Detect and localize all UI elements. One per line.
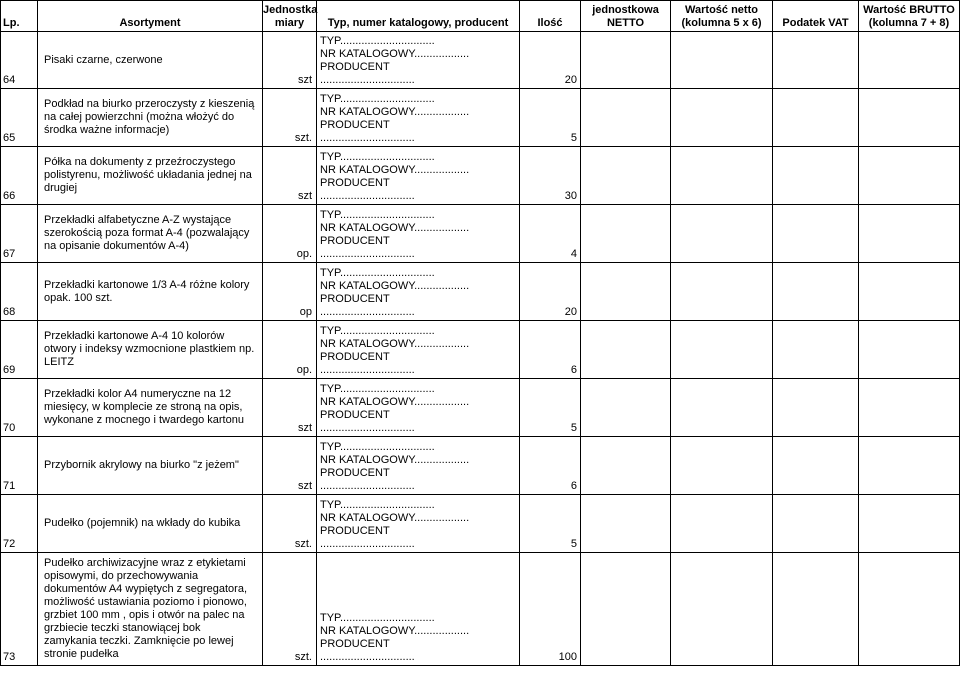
unit-of-measure: szt. [263,553,317,666]
unit-price-cell[interactable] [581,553,671,666]
dotted-line: ............................... [320,651,415,663]
vat-cell[interactable] [773,205,859,263]
vat-cell[interactable] [773,379,859,437]
unit-price-cell[interactable] [581,495,671,553]
col-header-ilosc: Ilość [520,1,581,32]
net-value-cell[interactable] [671,205,773,263]
type-catalog-producer-cell[interactable] [317,437,520,495]
quantity: 30 [520,147,581,205]
item-description: Przybornik akrylowy na biurko "z jeżem" [38,437,263,495]
gross-value-cell[interactable] [859,89,960,147]
table-row [1,321,960,379]
producer-line: PRODUCENT [320,177,390,189]
catalog-number-line: NR KATALOGOWY.................. [320,106,470,118]
dotted-line: ............................... [320,306,415,318]
item-description: Przekładki kartonowe A-4 10 kolorów otwory i indeksy wzmocnione plastkiem np. LEITZ [38,321,263,379]
unit-price-cell[interactable] [581,147,671,205]
net-value-cell[interactable] [671,321,773,379]
col-header-typ: Typ, numer katalogowy, producent [317,1,520,32]
unit-price-cell[interactable] [581,263,671,321]
dotted-line: ............................... [320,74,415,86]
quantity: 5 [520,495,581,553]
type-catalog-producer-cell[interactable] [317,205,520,263]
catalog-number-line: NR KATALOGOWY.................. [320,625,470,637]
row-number: 71 [1,437,38,495]
catalog-number-line: NR KATALOGOWY.................. [320,512,470,524]
type-catalog-producer-cell[interactable] [317,553,520,666]
col-header-cena: jednostkowa NETTO [581,1,671,32]
typ-line: TYP............................... [320,35,435,47]
catalog-number-line: NR KATALOGOWY.................. [320,454,470,466]
type-catalog-producer-cell[interactable] [317,32,520,89]
net-value-cell[interactable] [671,495,773,553]
dotted-line: ............................... [320,538,415,550]
col-header-brutto: Wartość BRUTTO (kolumna 7 + 8) [859,1,960,32]
col-header-jednostka: Jednostka miary [263,1,317,32]
unit-of-measure: szt. [263,495,317,553]
table-row [1,205,960,263]
typ-line: TYP............................... [320,383,435,395]
unit-of-measure: op. [263,321,317,379]
catalog-number-line: NR KATALOGOWY.................. [320,396,470,408]
col-header-asortyment: Asortyment [38,1,263,32]
producer-line: PRODUCENT [320,638,390,650]
typ-line: TYP............................... [320,441,435,453]
unit-price-cell[interactable] [581,379,671,437]
type-catalog-producer-cell[interactable] [317,495,520,553]
row-number: 68 [1,263,38,321]
net-value-cell[interactable] [671,379,773,437]
col-header-lp: Lp. [1,1,38,32]
unit-of-measure: szt [263,147,317,205]
unit-of-measure: szt [263,379,317,437]
table-row [1,147,960,205]
typ-line: TYP............................... [320,612,435,624]
catalog-number-line: NR KATALOGOWY.................. [320,280,470,292]
gross-value-cell[interactable] [859,379,960,437]
type-catalog-producer-cell[interactable] [317,379,520,437]
typ-line: TYP............................... [320,267,435,279]
catalog-number-line: NR KATALOGOWY.................. [320,48,470,60]
producer-line: PRODUCENT [320,61,390,73]
vat-cell[interactable] [773,495,859,553]
unit-price-cell[interactable] [581,89,671,147]
gross-value-cell[interactable] [859,553,960,666]
producer-line: PRODUCENT [320,235,390,247]
row-number: 72 [1,495,38,553]
row-number: 65 [1,89,38,147]
catalog-number-line: NR KATALOGOWY.................. [320,164,470,176]
quantity: 20 [520,263,581,321]
quantity: 4 [520,205,581,263]
row-number: 64 [1,32,38,89]
table-row [1,263,960,321]
gross-value-cell[interactable] [859,263,960,321]
unit-of-measure: szt [263,437,317,495]
item-description: Półka na dokumenty z przeźroczystego polistyrenu, możliwość układania jednej na drugiej [38,147,263,205]
catalog-number-line: NR KATALOGOWY.................. [320,222,470,234]
item-description: Pudełko archiwizacyjne wraz z etykietami opisowymi, do przechowywania dokumentów A4 wypiętych z segregatora, możliwość ustawiania poziomo i pionowo, grzbiet 100 mm , opis i otwór na palec na grzbiecie teczki stanowiącej bok zamykania teczki. Zamknięcie po lewej stronie pudełka [38,553,263,666]
producer-line: PRODUCENT [320,525,390,537]
net-value-cell[interactable] [671,553,773,666]
typ-line: TYP............................... [320,93,435,105]
catalog-number-line: NR KATALOGOWY.................. [320,338,470,350]
typ-line: TYP............................... [320,325,435,337]
typ-line: TYP............................... [320,499,435,511]
vat-cell[interactable] [773,89,859,147]
typ-line: TYP............................... [320,151,435,163]
type-catalog-producer-cell[interactable] [317,147,520,205]
unit-price-cell[interactable] [581,437,671,495]
producer-line: PRODUCENT [320,119,390,131]
gross-value-cell[interactable] [859,205,960,263]
quantity: 100 [520,553,581,666]
item-description: Przekładki alfabetyczne A-Z wystające szerokością poza format A-4 (pozwalający na opisanie dokumentów A-4) [38,205,263,263]
table-row [1,495,960,553]
dotted-line: ............................... [320,422,415,434]
item-description: Podkład na biurko przeroczysty z kieszenią na całej powierzchni (można włożyć do środka ważne informacje) [38,89,263,147]
table-row [1,553,960,666]
vat-cell[interactable] [773,32,859,89]
quantity: 5 [520,89,581,147]
row-number: 69 [1,321,38,379]
header-row [1,1,960,32]
producer-line: PRODUCENT [320,351,390,363]
dotted-line: ............................... [320,364,415,376]
dotted-line: ............................... [320,480,415,492]
table-row [1,379,960,437]
unit-of-measure: szt. [263,89,317,147]
gross-value-cell[interactable] [859,147,960,205]
producer-line: PRODUCENT [320,293,390,305]
dotted-line: ............................... [320,190,415,202]
item-description: Pudełko (pojemnik) na wkłady do kubika [38,495,263,553]
quantity: 6 [520,321,581,379]
producer-line: PRODUCENT [320,467,390,479]
gross-value-cell[interactable] [859,32,960,89]
item-description: Przekładki kartonowe 1/3 A-4 różne kolory opak. 100 szt. [38,263,263,321]
type-catalog-producer-cell[interactable] [317,89,520,147]
row-number: 70 [1,379,38,437]
col-header-vat: Podatek VAT [773,1,859,32]
col-header-netto: Wartość netto (kolumna 5 x 6) [671,1,773,32]
unit-price-cell[interactable] [581,321,671,379]
unit-of-measure: op. [263,205,317,263]
gross-value-cell[interactable] [859,437,960,495]
item-description: Przekładki kolor A4 numeryczne na 12 miesięcy, w komplecie ze stroną na opis, wykonane z mocnego i twardego kartonu [38,379,263,437]
gross-value-cell[interactable] [859,495,960,553]
unit-price-cell[interactable] [581,205,671,263]
quantity: 6 [520,437,581,495]
table-row [1,89,960,147]
unit-of-measure: op [263,263,317,321]
dotted-line: ............................... [320,248,415,260]
net-value-cell[interactable] [671,89,773,147]
vat-cell[interactable] [773,147,859,205]
table-row [1,437,960,495]
type-catalog-producer-cell[interactable] [317,263,520,321]
typ-line: TYP............................... [320,209,435,221]
quantity: 5 [520,379,581,437]
type-catalog-producer-cell[interactable] [317,321,520,379]
unit-price-cell[interactable] [581,32,671,89]
net-value-cell[interactable] [671,147,773,205]
gross-value-cell[interactable] [859,321,960,379]
net-value-cell[interactable] [671,437,773,495]
unit-of-measure: szt [263,32,317,89]
table-row [1,32,960,89]
row-number: 73 [1,553,38,666]
net-value-cell[interactable] [671,263,773,321]
net-value-cell[interactable] [671,32,773,89]
vat-cell[interactable] [773,553,859,666]
dotted-line: ............................... [320,132,415,144]
producer-line: PRODUCENT [320,409,390,421]
vat-cell[interactable] [773,437,859,495]
row-number: 66 [1,147,38,205]
vat-cell[interactable] [773,321,859,379]
row-number: 67 [1,205,38,263]
vat-cell[interactable] [773,263,859,321]
item-description: Pisaki czarne, czerwone [38,32,263,89]
quantity: 20 [520,32,581,89]
